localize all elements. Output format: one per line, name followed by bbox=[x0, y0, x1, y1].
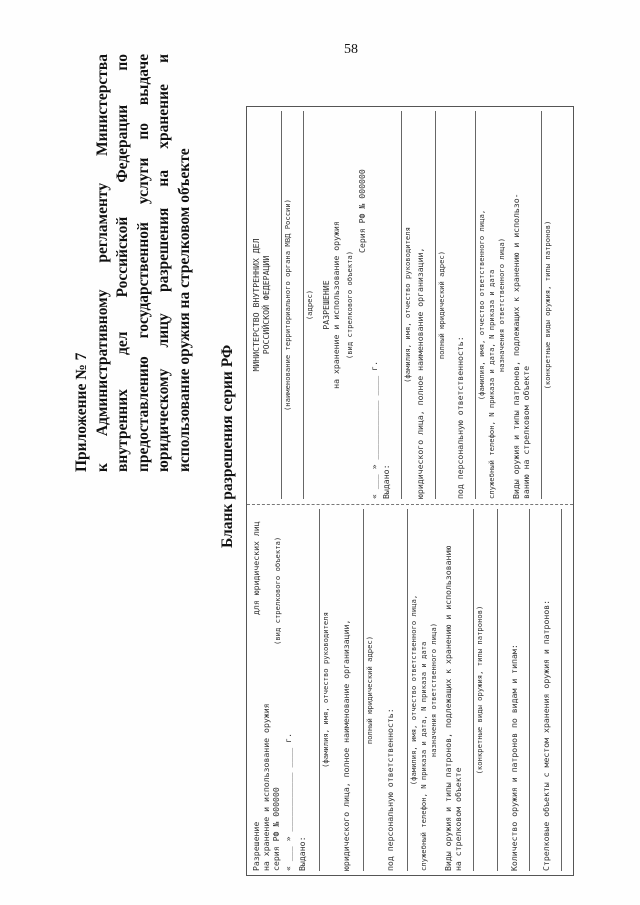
page-number: 58 bbox=[344, 42, 358, 57]
stub-line: Разрешение bbox=[251, 821, 261, 871]
stub-line: под персональную ответственность: bbox=[385, 708, 395, 871]
stub-line: юридического лица, полное наименование организации, bbox=[341, 619, 351, 871]
main-line: под персональную ответственность: bbox=[455, 336, 465, 499]
main-line: Виды оружия и типы патронов, подлежащих к хранению и использо- bbox=[511, 193, 521, 499]
main-rule bbox=[435, 111, 436, 499]
main-line: (конкретные виды оружия, типы патронов) bbox=[543, 220, 552, 390]
main-line: юридического лица, полное наименование организации, bbox=[415, 247, 425, 499]
stub-line: (вид стрелкового объекта) bbox=[273, 536, 282, 645]
header-line-5: юридическому лицу разрешения на хранение и bbox=[155, 54, 172, 472]
stub-line: Виды оружия и типы патронов, подлежащих к хранению и использованию bbox=[443, 545, 453, 871]
main-line: (вид стрелкового объекта) bbox=[345, 250, 354, 360]
stub-rule bbox=[497, 509, 498, 871]
main-line: МИНИСТЕРСТВО ВНУТРЕННИХ ДЕЛ bbox=[251, 238, 261, 372]
main-line: (фамилия, имя, отчество ответственного лица, bbox=[477, 209, 486, 401]
main-line: Выдано: bbox=[381, 464, 391, 499]
header-line-4: предоставлению государственной услуги по выдаче bbox=[134, 54, 152, 472]
stub-line: на хранение и использование оружия bbox=[261, 703, 271, 871]
header-line-1: Приложение № 7 bbox=[73, 352, 90, 472]
main-line: (адрес) bbox=[305, 289, 314, 321]
main-rule bbox=[475, 111, 476, 499]
header-line-2: к Административному регламенту Министерства bbox=[93, 54, 111, 472]
main-rule bbox=[541, 111, 542, 499]
main-line: (фамилия, имя, отчество руководителя bbox=[403, 227, 412, 383]
header-line-6: использование оружия на стрелковом объекте bbox=[175, 148, 193, 472]
stub-line: для юридических лиц bbox=[251, 521, 261, 615]
main-line: РОССИЙСКОЙ ФЕДЕРАЦИИ bbox=[261, 255, 271, 355]
stub-line: (конкретные виды оружия, типы патронов) bbox=[475, 605, 484, 775]
main-rule bbox=[281, 111, 282, 499]
stub-line: Выдано: bbox=[297, 836, 307, 871]
form-stub bbox=[247, 504, 573, 875]
stub-line: служебный телефон, N приказа и дата, N приказа и дата bbox=[419, 641, 428, 871]
main-line: служебный телефон, N приказа и дата, N приказа и дата bbox=[487, 269, 496, 499]
main-rule bbox=[401, 111, 402, 499]
stub-rule bbox=[363, 509, 364, 871]
main-line: Серия РФ № 000000 bbox=[357, 169, 367, 253]
stub-rule bbox=[561, 509, 562, 871]
main-line: ванию на стрелковом объекте bbox=[521, 365, 531, 499]
main-line: назначения ответственного лица) bbox=[497, 237, 506, 373]
stub-line: назначения ответственного лица) bbox=[429, 622, 438, 758]
main-line: полный юридический адрес) bbox=[437, 250, 446, 360]
main-line: РАЗРЕШЕНИЕ bbox=[321, 280, 331, 330]
stub-line: серия РФ № 000000 bbox=[271, 787, 281, 871]
stub-rule bbox=[529, 509, 530, 871]
main-line: (наименование территориального органа МВД России) bbox=[283, 198, 292, 412]
form-title: Бланк разрешения серии РФ bbox=[219, 344, 236, 548]
appendix-header bbox=[72, 54, 195, 472]
stub-rule bbox=[473, 509, 474, 871]
form-main bbox=[247, 107, 573, 503]
main-line: на хранение и использование оружия bbox=[331, 221, 341, 389]
stub-line: (фамилия, имя, отчество ответственного лица, bbox=[409, 594, 418, 786]
permit-form bbox=[246, 106, 574, 876]
main-line: « ___ » ____________ ____ г. bbox=[369, 360, 379, 499]
main-rule bbox=[303, 111, 304, 499]
stub-line: « ___ » ____________ ____ г. bbox=[283, 732, 293, 871]
stub-line: на стрелковом объекте bbox=[453, 767, 463, 871]
header-line-3: внутренних дел Российской Федерации по bbox=[114, 54, 131, 472]
stub-rule bbox=[407, 509, 408, 871]
stub-line: (фамилия, имя, отчество руководителя bbox=[321, 612, 330, 768]
stub-rule bbox=[319, 509, 320, 871]
stub-line: Количество оружия и патронов по видам и типам: bbox=[509, 644, 519, 871]
stub-line: полный юридический адрес) bbox=[365, 635, 374, 745]
stub-line: Стрелковые объекты с местом хранения оружия и патронов: bbox=[541, 599, 551, 871]
